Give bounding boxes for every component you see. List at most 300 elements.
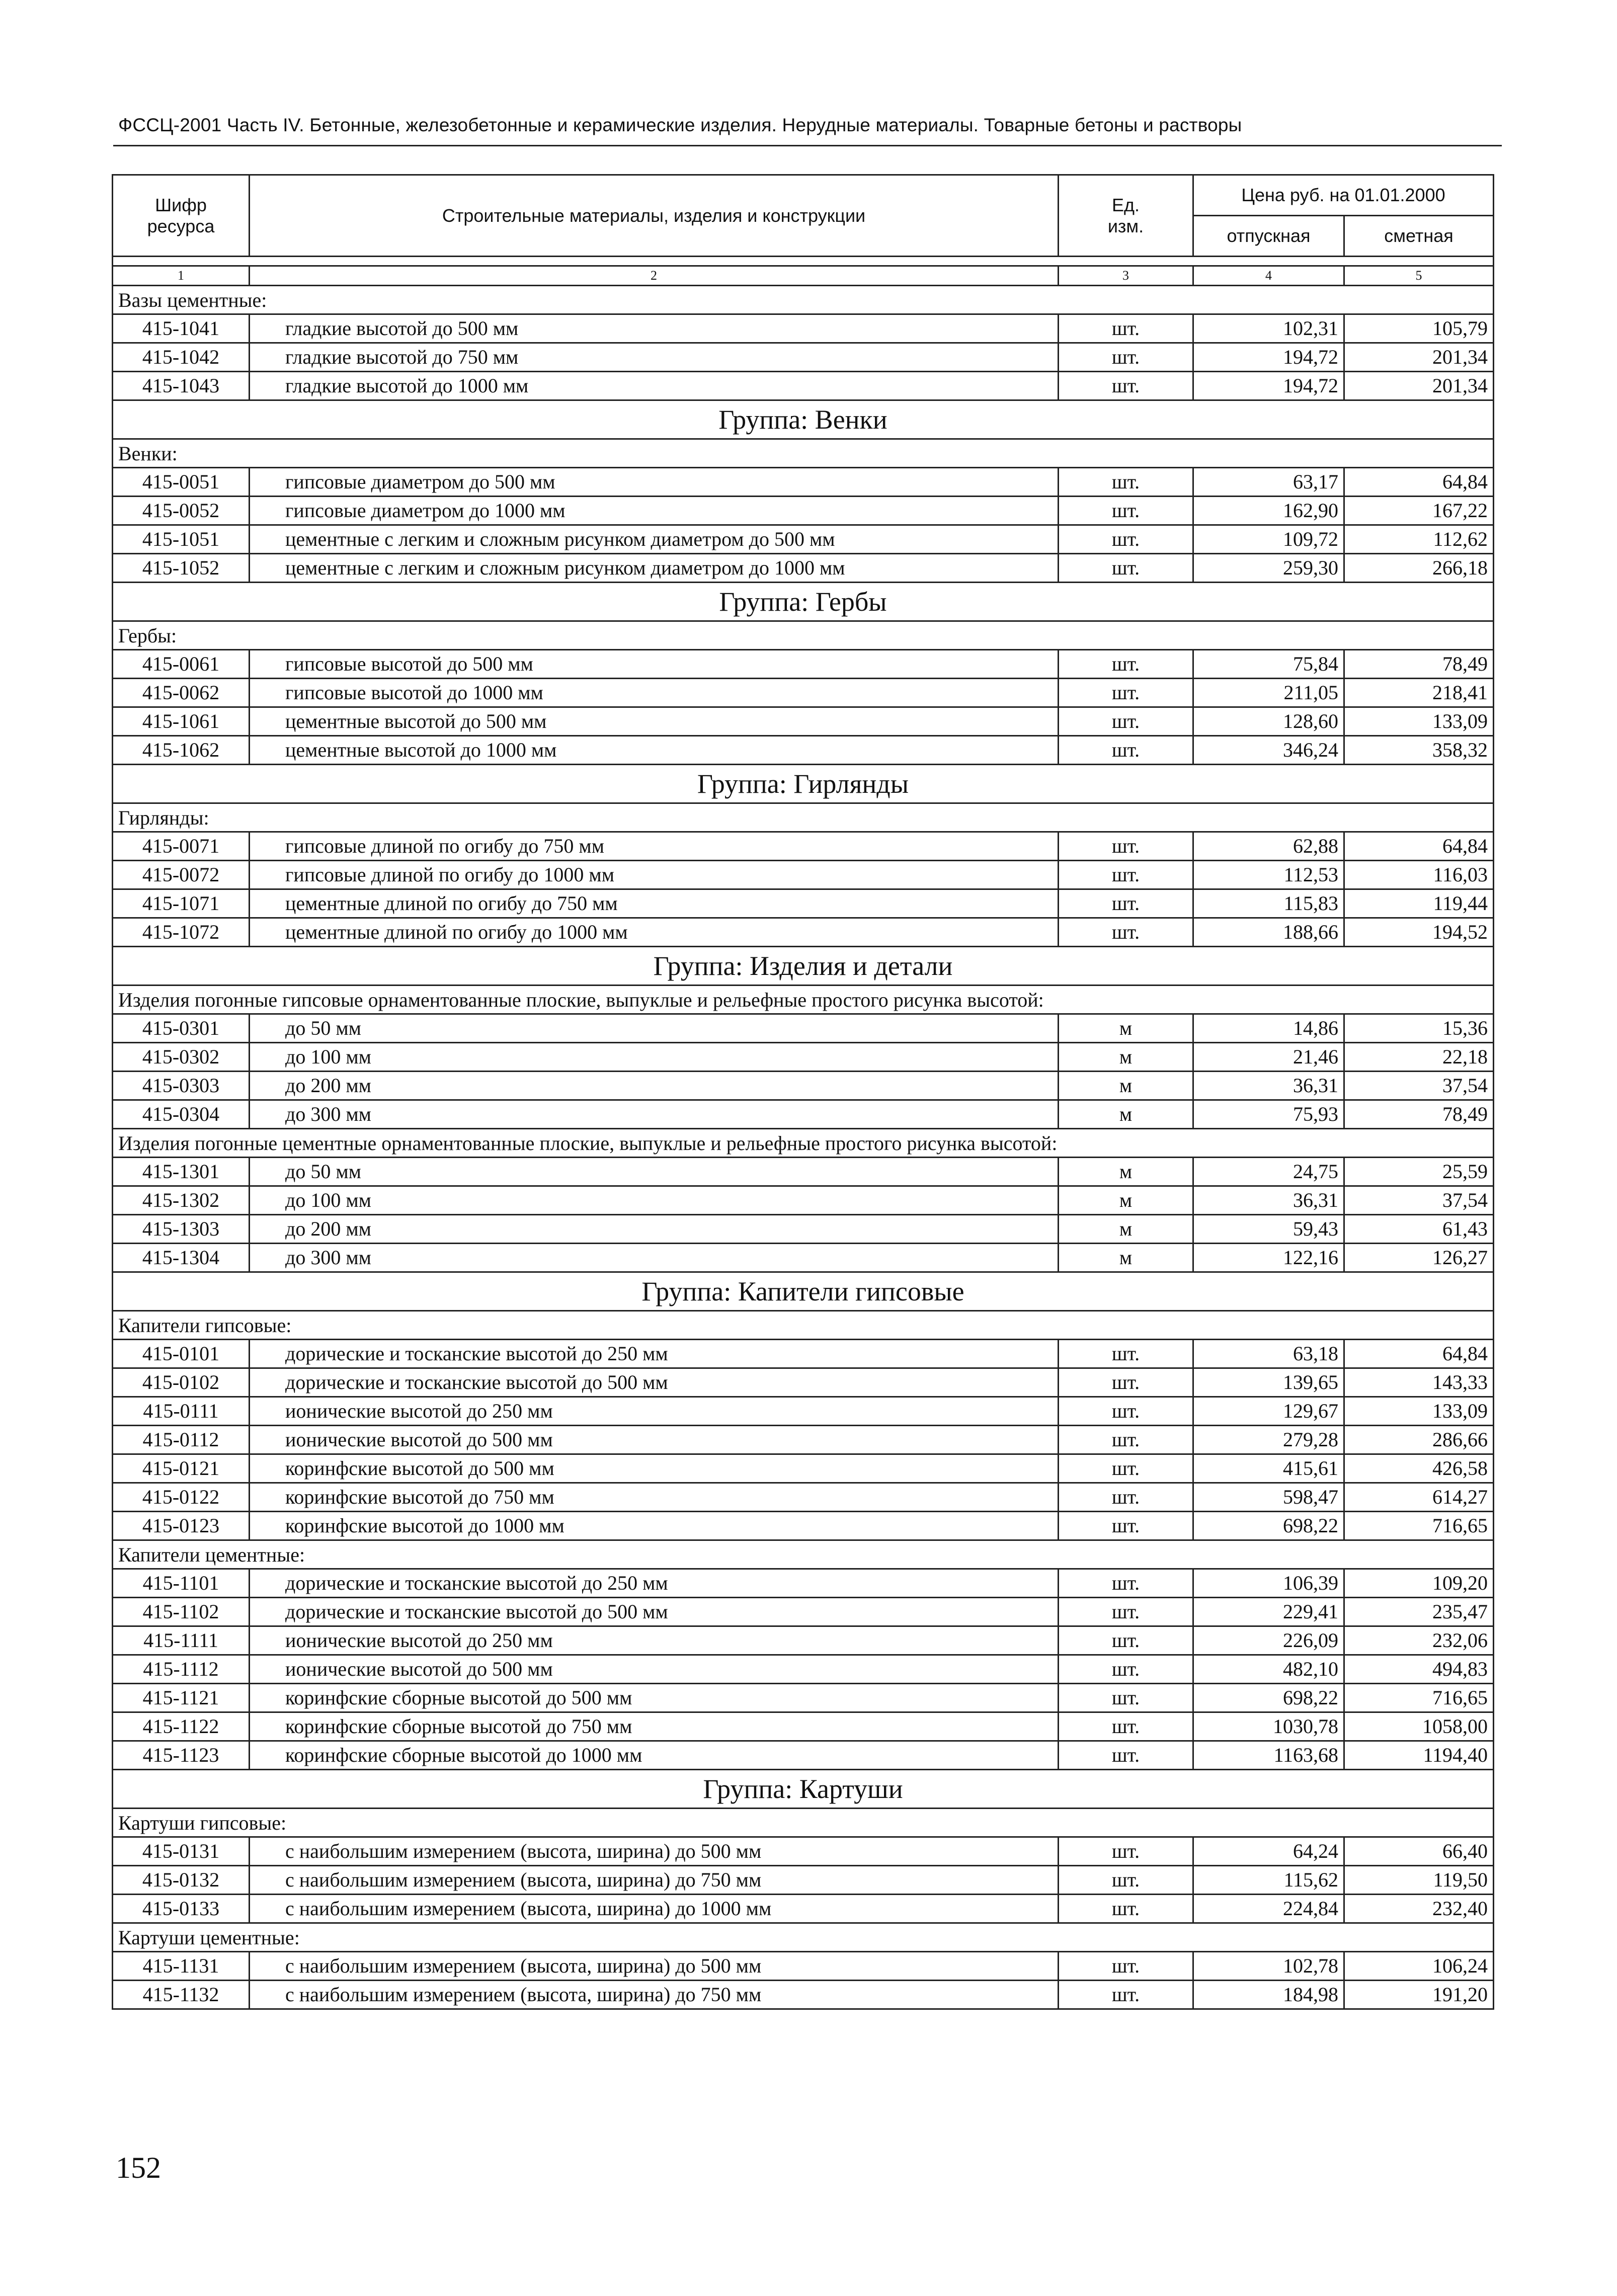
material-name-cell: до 200 мм <box>250 1215 1059 1244</box>
header-code <box>113 175 250 257</box>
material-name-cell: цементные длиной по огибу до 1000 мм <box>250 918 1059 947</box>
unit-cell: шт. <box>1059 1981 1193 2009</box>
unit-cell: шт. <box>1059 1741 1193 1770</box>
table-row <box>113 1626 1494 1655</box>
column-number: 3 <box>1059 266 1193 286</box>
material-name-cell: коринфские сборные высотой до 750 мм <box>250 1712 1059 1741</box>
section-heading-row <box>113 803 1494 832</box>
material-name-cell: ионические высотой до 250 мм <box>250 1626 1059 1655</box>
table-row <box>113 1100 1494 1129</box>
release-price-cell: 36,31 <box>1193 1072 1344 1100</box>
estimate-price-cell: 61,43 <box>1344 1215 1494 1244</box>
table-row <box>113 1043 1494 1072</box>
estimate-price-cell: 64,84 <box>1344 832 1494 861</box>
table-row <box>113 1598 1494 1626</box>
release-price-cell: 211,05 <box>1193 679 1344 707</box>
table-row <box>113 525 1494 554</box>
table-row <box>113 1072 1494 1100</box>
table-row <box>113 650 1494 679</box>
unit-cell: шт. <box>1059 1598 1193 1626</box>
header-name: Строительные материалы, изделия и конструкции <box>250 175 1059 257</box>
section-heading: Капители гипсовые: <box>113 1311 1494 1340</box>
material-name-cell: ионические высотой до 500 мм <box>250 1655 1059 1684</box>
resource-code-cell: 415-1071 <box>113 889 250 918</box>
resource-code-cell: 415-1304 <box>113 1244 250 1272</box>
estimate-price-cell: 358,32 <box>1344 736 1494 765</box>
unit-cell: шт. <box>1059 650 1193 679</box>
unit-cell: шт. <box>1059 525 1193 554</box>
unit-cell: шт. <box>1059 832 1193 861</box>
unit-cell: шт. <box>1059 554 1193 583</box>
unit-cell: м <box>1059 1158 1193 1186</box>
material-name-cell: цементные длиной по огибу до 750 мм <box>250 889 1059 918</box>
table-row <box>113 1837 1494 1866</box>
release-price-cell: 36,31 <box>1193 1186 1344 1215</box>
resource-code-cell: 415-0131 <box>113 1837 250 1866</box>
estimate-price-cell: 116,03 <box>1344 861 1494 889</box>
release-price-cell: 1163,68 <box>1193 1741 1344 1770</box>
unit-cell: шт. <box>1059 468 1193 497</box>
resource-code-cell: 415-1131 <box>113 1952 250 1981</box>
material-name-cell: до 100 мм <box>250 1043 1059 1072</box>
release-price-cell: 102,31 <box>1193 314 1344 343</box>
table-row <box>113 1158 1494 1186</box>
release-price-cell: 63,18 <box>1193 1340 1344 1368</box>
group-title-row <box>113 947 1494 986</box>
group-title: Группа: Картуши <box>113 1770 1494 1809</box>
material-name-cell: цементные с легким и сложным рисунком диаметром до 500 мм <box>250 525 1059 554</box>
group-title-row <box>113 765 1494 803</box>
unit-cell: шт. <box>1059 314 1193 343</box>
group-title: Группа: Изделия и детали <box>113 947 1494 986</box>
material-name-cell: гипсовые высотой до 500 мм <box>250 650 1059 679</box>
resource-code-cell: 415-1111 <box>113 1626 250 1655</box>
estimate-price-cell: 66,40 <box>1344 1837 1494 1866</box>
estimate-price-cell: 232,06 <box>1344 1626 1494 1655</box>
release-price-cell: 698,22 <box>1193 1684 1344 1712</box>
estimate-price-cell: 194,52 <box>1344 918 1494 947</box>
resource-code-cell: 415-0301 <box>113 1014 250 1043</box>
material-name-cell: гладкие высотой до 500 мм <box>250 314 1059 343</box>
estimate-price-cell: 64,84 <box>1344 1340 1494 1368</box>
release-price-cell: 59,43 <box>1193 1215 1344 1244</box>
estimate-price-cell: 119,50 <box>1344 1866 1494 1895</box>
material-name-cell: коринфские сборные высотой до 1000 мм <box>250 1741 1059 1770</box>
estimate-price-cell: 133,09 <box>1344 1397 1494 1426</box>
section-heading-row <box>113 439 1494 468</box>
resource-code-cell: 415-1043 <box>113 372 250 400</box>
unit-cell: шт. <box>1059 497 1193 525</box>
table-row <box>113 1895 1494 1923</box>
material-name-cell: дорические и тосканские высотой до 250 мм <box>250 1340 1059 1368</box>
table-row <box>113 889 1494 918</box>
section-heading: Капители цементные: <box>113 1540 1494 1569</box>
table-row <box>113 1741 1494 1770</box>
table-row <box>113 1684 1494 1712</box>
estimate-price-cell: 494,83 <box>1344 1655 1494 1684</box>
resource-code-cell: 415-1062 <box>113 736 250 765</box>
release-price-cell: 162,90 <box>1193 497 1344 525</box>
release-price-cell: 1030,78 <box>1193 1712 1344 1741</box>
header-price: Цена руб. на 01.01.2000 <box>1193 175 1494 216</box>
release-price-cell: 259,30 <box>1193 554 1344 583</box>
release-price-cell: 115,62 <box>1193 1866 1344 1895</box>
unit-cell: шт. <box>1059 1483 1193 1512</box>
unit-cell: шт. <box>1059 1712 1193 1741</box>
estimate-price-cell: 78,49 <box>1344 650 1494 679</box>
release-price-cell: 698,22 <box>1193 1512 1344 1540</box>
table-row <box>113 1244 1494 1272</box>
unit-cell: м <box>1059 1244 1193 1272</box>
table-row <box>113 1426 1494 1454</box>
unit-cell: шт. <box>1059 1952 1193 1981</box>
table-row <box>113 372 1494 400</box>
resource-code-cell: 415-1052 <box>113 554 250 583</box>
release-price-cell: 129,67 <box>1193 1397 1344 1426</box>
table-row <box>113 1866 1494 1895</box>
estimate-price-cell: 119,44 <box>1344 889 1494 918</box>
unit-cell: шт. <box>1059 372 1193 400</box>
resource-code-cell: 415-0302 <box>113 1043 250 1072</box>
resource-code-cell: 415-0123 <box>113 1512 250 1540</box>
release-price-cell: 106,39 <box>1193 1569 1344 1598</box>
material-name-cell: гипсовые диаметром до 1000 мм <box>250 497 1059 525</box>
release-price-cell: 75,93 <box>1193 1100 1344 1129</box>
resource-code-cell: 415-1302 <box>113 1186 250 1215</box>
release-price-cell: 482,10 <box>1193 1655 1344 1684</box>
release-price-cell: 24,75 <box>1193 1158 1344 1186</box>
release-price-cell: 109,72 <box>1193 525 1344 554</box>
estimate-price-cell: 1194,40 <box>1344 1741 1494 1770</box>
estimate-price-cell: 22,18 <box>1344 1043 1494 1072</box>
material-name-cell: до 300 мм <box>250 1100 1059 1129</box>
section-heading-row <box>113 1809 1494 1837</box>
estimate-price-cell: 201,34 <box>1344 372 1494 400</box>
resource-code-cell: 415-1042 <box>113 343 250 372</box>
page-number: 152 <box>116 2151 161 2184</box>
material-name-cell: дорические и тосканские высотой до 500 мм <box>250 1598 1059 1626</box>
material-name-cell: с наибольшим измерением (высота, ширина) до 750 мм <box>250 1981 1059 2009</box>
release-price-cell: 598,47 <box>1193 1483 1344 1512</box>
material-name-cell: цементные высотой до 500 мм <box>250 707 1059 736</box>
material-name-cell: с наибольшим измерением (высота, ширина) до 1000 мм <box>250 1895 1059 1923</box>
material-name-cell: с наибольшим измерением (высота, ширина) до 750 мм <box>250 1866 1059 1895</box>
header-code-label: Шифр ресурса <box>147 194 215 236</box>
release-price-cell: 75,84 <box>1193 650 1344 679</box>
resource-code-cell: 415-0052 <box>113 497 250 525</box>
resource-code-cell: 415-0071 <box>113 832 250 861</box>
table-row <box>113 1655 1494 1684</box>
resource-code-cell: 415-0111 <box>113 1397 250 1426</box>
resource-code-cell: 415-0072 <box>113 861 250 889</box>
resource-code-cell: 415-0051 <box>113 468 250 497</box>
release-price-cell: 128,60 <box>1193 707 1344 736</box>
resource-code-cell: 415-0062 <box>113 679 250 707</box>
unit-cell: шт. <box>1059 1368 1193 1397</box>
table-row <box>113 343 1494 372</box>
resource-code-cell: 415-0132 <box>113 1866 250 1895</box>
release-price-cell: 62,88 <box>1193 832 1344 861</box>
header-estimate-price: сметная <box>1344 216 1494 257</box>
resource-code-cell: 415-1102 <box>113 1598 250 1626</box>
material-name-cell: до 50 мм <box>250 1014 1059 1043</box>
unit-cell: шт. <box>1059 1340 1193 1368</box>
unit-cell: шт. <box>1059 861 1193 889</box>
release-price-cell: 415,61 <box>1193 1454 1344 1483</box>
header-unit-label: Ед. изм. <box>1107 194 1144 236</box>
unit-cell: шт. <box>1059 1512 1193 1540</box>
table-row <box>113 1569 1494 1598</box>
section-heading-row <box>113 1129 1494 1158</box>
resource-code-cell: 415-0303 <box>113 1072 250 1100</box>
estimate-price-cell: 232,40 <box>1344 1895 1494 1923</box>
unit-cell: шт. <box>1059 707 1193 736</box>
estimate-price-cell: 426,58 <box>1344 1454 1494 1483</box>
section-heading-row <box>113 986 1494 1014</box>
estimate-price-cell: 614,27 <box>1344 1483 1494 1512</box>
page-header: ФССЦ-2001 Часть IV. Бетонные, железобетонные и керамические изделия. Нерудные материалы. Товарные бетоны и растворы <box>118 115 1242 135</box>
table-row <box>113 918 1494 947</box>
table-row <box>113 1454 1494 1483</box>
estimate-price-cell: 15,36 <box>1344 1014 1494 1043</box>
table-row <box>113 1340 1494 1368</box>
table-row <box>113 736 1494 765</box>
resource-code-cell: 415-1101 <box>113 1569 250 1598</box>
estimate-price-cell: 235,47 <box>1344 1598 1494 1626</box>
table-row <box>113 314 1494 343</box>
resource-code-cell: 415-0304 <box>113 1100 250 1129</box>
material-name-cell: гипсовые длиной по огибу до 1000 мм <box>250 861 1059 889</box>
material-name-cell: цементные высотой до 1000 мм <box>250 736 1059 765</box>
unit-cell: шт. <box>1059 1626 1193 1655</box>
resource-code-cell: 415-1132 <box>113 1981 250 2009</box>
unit-cell: шт. <box>1059 679 1193 707</box>
estimate-price-cell: 201,34 <box>1344 343 1494 372</box>
material-name-cell: коринфские высотой до 750 мм <box>250 1483 1059 1512</box>
table-row <box>113 1981 1494 2009</box>
unit-cell: шт. <box>1059 736 1193 765</box>
unit-cell: м <box>1059 1072 1193 1100</box>
material-name-cell: с наибольшим измерением (высота, ширина) до 500 мм <box>250 1952 1059 1981</box>
estimate-price-cell: 1058,00 <box>1344 1712 1494 1741</box>
unit-cell: м <box>1059 1014 1193 1043</box>
unit-cell: шт. <box>1059 1569 1193 1598</box>
group-title: Группа: Капители гипсовые <box>113 1272 1494 1311</box>
table-row <box>113 1368 1494 1397</box>
table-row <box>113 707 1494 736</box>
header-unit <box>1059 175 1193 257</box>
resource-code-cell: 415-1051 <box>113 525 250 554</box>
estimate-price-cell: 64,84 <box>1344 468 1494 497</box>
estimate-price-cell: 143,33 <box>1344 1368 1494 1397</box>
unit-cell: шт. <box>1059 1837 1193 1866</box>
unit-cell: шт. <box>1059 343 1193 372</box>
material-name-cell: ионические высотой до 500 мм <box>250 1426 1059 1454</box>
release-price-cell: 279,28 <box>1193 1426 1344 1454</box>
group-title-row <box>113 1770 1494 1809</box>
estimate-price-cell: 167,22 <box>1344 497 1494 525</box>
table-row <box>113 1952 1494 1981</box>
estimate-price-cell: 716,65 <box>1344 1512 1494 1540</box>
section-heading: Гирлянды: <box>113 803 1494 832</box>
resource-code-cell: 415-1303 <box>113 1215 250 1244</box>
column-number: 1 <box>113 266 250 286</box>
resource-code-cell: 415-0133 <box>113 1895 250 1923</box>
resource-code-cell: 415-1061 <box>113 707 250 736</box>
resource-code-cell: 415-0101 <box>113 1340 250 1368</box>
material-name-cell: дорические и тосканские высотой до 500 мм <box>250 1368 1059 1397</box>
unit-cell: шт. <box>1059 1866 1193 1895</box>
group-title-row <box>113 400 1494 439</box>
release-price-cell: 63,17 <box>1193 468 1344 497</box>
estimate-price-cell: 716,65 <box>1344 1684 1494 1712</box>
material-name-cell: гипсовые диаметром до 500 мм <box>250 468 1059 497</box>
material-name-cell: гипсовые длиной по огибу до 750 мм <box>250 832 1059 861</box>
unit-cell: шт. <box>1059 1454 1193 1483</box>
unit-cell: м <box>1059 1215 1193 1244</box>
release-price-cell: 102,78 <box>1193 1952 1344 1981</box>
estimate-price-cell: 286,66 <box>1344 1426 1494 1454</box>
resource-code-cell: 415-1123 <box>113 1741 250 1770</box>
section-heading-row <box>113 1311 1494 1340</box>
table-row <box>113 679 1494 707</box>
column-number-row <box>113 266 1494 286</box>
resource-code-cell: 415-0122 <box>113 1483 250 1512</box>
release-price-cell: 21,46 <box>1193 1043 1344 1072</box>
unit-cell: шт. <box>1059 1684 1193 1712</box>
estimate-price-cell: 106,24 <box>1344 1952 1494 1981</box>
material-name-cell: цементные с легким и сложным рисунком диаметром до 1000 мм <box>250 554 1059 583</box>
estimate-price-cell: 112,62 <box>1344 525 1494 554</box>
material-name-cell: гладкие высотой до 750 мм <box>250 343 1059 372</box>
unit-cell: шт. <box>1059 1397 1193 1426</box>
resource-code-cell: 415-0121 <box>113 1454 250 1483</box>
table-row <box>113 468 1494 497</box>
table-row <box>113 1483 1494 1512</box>
release-price-cell: 115,83 <box>1193 889 1344 918</box>
resource-code-cell: 415-1112 <box>113 1655 250 1684</box>
table-row <box>113 1397 1494 1426</box>
material-name-cell: до 200 мм <box>250 1072 1059 1100</box>
table-row <box>113 554 1494 583</box>
price-table <box>112 174 1494 2010</box>
table-row <box>113 861 1494 889</box>
column-number: 5 <box>1344 266 1494 286</box>
section-heading: Вазы цементные: <box>113 286 1494 314</box>
group-title-row <box>113 583 1494 621</box>
header-gap <box>113 257 1494 266</box>
resource-code-cell: 415-0102 <box>113 1368 250 1397</box>
estimate-price-cell: 133,09 <box>1344 707 1494 736</box>
release-price-cell: 346,24 <box>1193 736 1344 765</box>
material-name-cell: до 100 мм <box>250 1186 1059 1215</box>
resource-code-cell: 415-1041 <box>113 314 250 343</box>
release-price-cell: 14,86 <box>1193 1014 1344 1043</box>
estimate-price-cell: 37,54 <box>1344 1186 1494 1215</box>
release-price-cell: 226,09 <box>1193 1626 1344 1655</box>
release-price-cell: 224,84 <box>1193 1895 1344 1923</box>
release-price-cell: 194,72 <box>1193 372 1344 400</box>
section-heading: Картуши цементные: <box>113 1923 1494 1952</box>
section-heading: Венки: <box>113 439 1494 468</box>
unit-cell: м <box>1059 1043 1193 1072</box>
table-row <box>113 832 1494 861</box>
column-number: 2 <box>250 266 1059 286</box>
material-name-cell: коринфские высотой до 500 мм <box>250 1454 1059 1483</box>
section-heading-row <box>113 1540 1494 1569</box>
table-row <box>113 1014 1494 1043</box>
estimate-price-cell: 105,79 <box>1344 314 1494 343</box>
table-row <box>113 1512 1494 1540</box>
unit-cell: м <box>1059 1100 1193 1129</box>
estimate-price-cell: 218,41 <box>1344 679 1494 707</box>
resource-code-cell: 415-1072 <box>113 918 250 947</box>
material-name-cell: до 300 мм <box>250 1244 1059 1272</box>
release-price-cell: 139,65 <box>1193 1368 1344 1397</box>
table-body <box>113 257 1494 2009</box>
material-name-cell: до 50 мм <box>250 1158 1059 1186</box>
release-price-cell: 122,16 <box>1193 1244 1344 1272</box>
section-heading: Изделия погонные цементные орнаментованные плоские, выпуклые и рельефные простого рисунка высотой: <box>113 1129 1494 1158</box>
release-price-cell: 112,53 <box>1193 861 1344 889</box>
group-title: Группа: Гирлянды <box>113 765 1494 803</box>
release-price-cell: 64,24 <box>1193 1837 1344 1866</box>
estimate-price-cell: 25,59 <box>1344 1158 1494 1186</box>
material-name-cell: гладкие высотой до 1000 мм <box>250 372 1059 400</box>
estimate-price-cell: 191,20 <box>1344 1981 1494 2009</box>
material-name-cell: дорические и тосканские высотой до 250 мм <box>250 1569 1059 1598</box>
material-name-cell: коринфские сборные высотой до 500 мм <box>250 1684 1059 1712</box>
estimate-price-cell: 266,18 <box>1344 554 1494 583</box>
table-row <box>113 1186 1494 1215</box>
release-price-cell: 188,66 <box>1193 918 1344 947</box>
header-release-price: отпускная <box>1193 216 1344 257</box>
estimate-price-cell: 78,49 <box>1344 1100 1494 1129</box>
section-heading: Гербы: <box>113 621 1494 650</box>
section-heading: Изделия погонные гипсовые орнаментованные плоские, выпуклые и рельефные простого рисунка высотой: <box>113 986 1494 1014</box>
unit-cell: м <box>1059 1186 1193 1215</box>
unit-cell: шт. <box>1059 1895 1193 1923</box>
release-price-cell: 229,41 <box>1193 1598 1344 1626</box>
material-name-cell: гипсовые высотой до 1000 мм <box>250 679 1059 707</box>
material-name-cell: ионические высотой до 250 мм <box>250 1397 1059 1426</box>
table-row <box>113 497 1494 525</box>
resource-code-cell: 415-1301 <box>113 1158 250 1186</box>
material-name-cell: коринфские высотой до 1000 мм <box>250 1512 1059 1540</box>
header-rule <box>113 145 1502 146</box>
section-heading: Картуши гипсовые: <box>113 1809 1494 1837</box>
unit-cell: шт. <box>1059 1655 1193 1684</box>
section-heading-row <box>113 1923 1494 1952</box>
table-row <box>113 1215 1494 1244</box>
resource-code-cell: 415-1121 <box>113 1684 250 1712</box>
material-name-cell: с наибольшим измерением (высота, ширина) до 500 мм <box>250 1837 1059 1866</box>
release-price-cell: 194,72 <box>1193 343 1344 372</box>
unit-cell: шт. <box>1059 889 1193 918</box>
table-row <box>113 1712 1494 1741</box>
group-title: Группа: Венки <box>113 400 1494 439</box>
estimate-price-cell: 109,20 <box>1344 1569 1494 1598</box>
release-price-cell: 184,98 <box>1193 1981 1344 2009</box>
unit-cell: шт. <box>1059 918 1193 947</box>
unit-cell: шт. <box>1059 1426 1193 1454</box>
section-heading-row <box>113 621 1494 650</box>
group-title: Группа: Гербы <box>113 583 1494 621</box>
resource-code-cell: 415-0112 <box>113 1426 250 1454</box>
section-heading-row <box>113 286 1494 314</box>
estimate-price-cell: 126,27 <box>1344 1244 1494 1272</box>
estimate-price-cell: 37,54 <box>1344 1072 1494 1100</box>
